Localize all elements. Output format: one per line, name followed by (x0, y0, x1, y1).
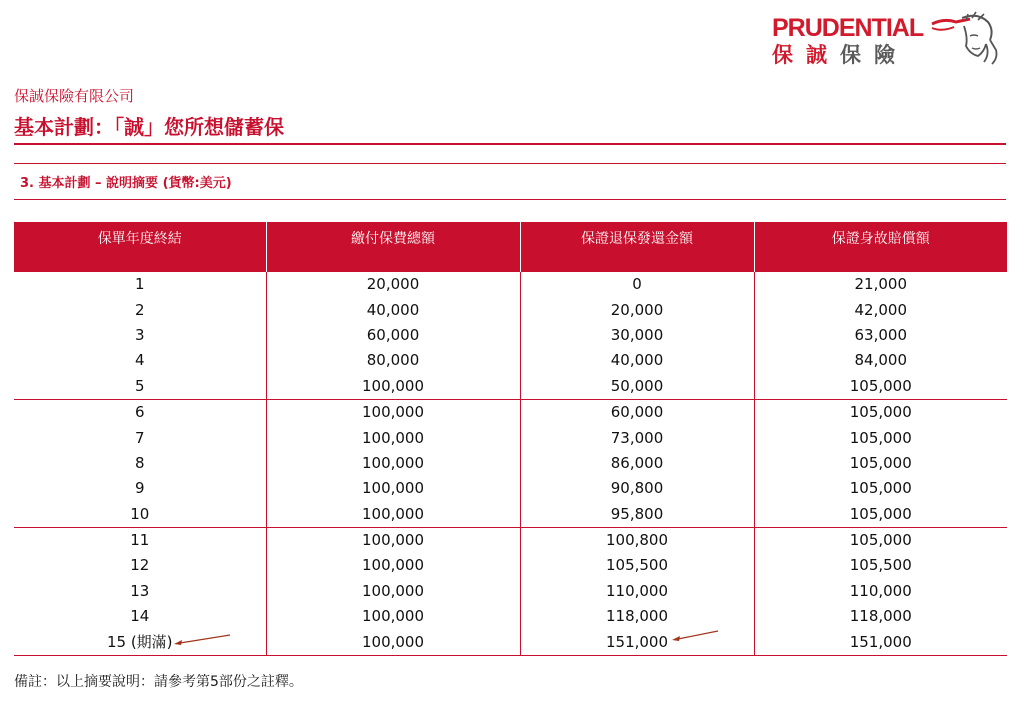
cell-premiums-paid: 100,000 (266, 604, 520, 629)
cell-death-benefit: 105,000 (754, 527, 1007, 553)
cell-policy-year: 14 (130, 607, 150, 626)
footnote: 備註：以上摘要說明：請參考第5部份之註釋。 (14, 674, 303, 690)
cell-policy-year: 6 (134, 403, 145, 422)
table-row (14, 348, 1007, 373)
cell-death-benefit: 84,000 (754, 348, 1007, 373)
cell-death-benefit: 105,000 (754, 451, 1007, 476)
cell-death-benefit: 151,000 (754, 629, 1007, 655)
cell-death-benefit: 105,500 (754, 553, 1007, 578)
cell-surrender-value: 40,000 (520, 348, 754, 373)
table-row (14, 399, 1007, 425)
annotation-arrow-right (670, 628, 722, 644)
cell-policy-year: 1 (134, 275, 145, 294)
cell-premiums-paid: 80,000 (266, 348, 520, 373)
header-policy-year-end: 保單年度終結 (14, 222, 266, 272)
logo-char: 險 (874, 43, 908, 67)
cell-premiums-paid: 40,000 (266, 297, 520, 322)
table-row (14, 579, 1007, 604)
cell-premiums-paid: 100,000 (266, 527, 520, 553)
cell-premiums-paid: 100,000 (266, 502, 520, 528)
table-row (14, 476, 1007, 501)
cell-premiums-paid: 100,000 (266, 374, 520, 400)
cell-death-benefit: 105,000 (754, 399, 1007, 425)
cell-death-benefit: 105,000 (754, 476, 1007, 501)
title-underline (14, 143, 1006, 145)
cell-surrender-value: 110,000 (520, 579, 754, 604)
table-row (14, 451, 1007, 476)
cell-premiums-paid: 100,000 (266, 553, 520, 578)
cell-surrender-value: 118,000 (520, 604, 754, 629)
logo-char: 保 (840, 43, 874, 67)
table-row (14, 323, 1007, 348)
cell-policy-year: 3 (134, 325, 145, 344)
cell-premiums-paid: 100,000 (266, 629, 520, 655)
table-row (14, 553, 1007, 578)
cell-policy-year: 7 (134, 428, 145, 447)
logo-chinese-name (772, 42, 908, 68)
cell-surrender-value: 0 (520, 272, 754, 297)
annotation-arrow-left (172, 632, 234, 648)
cell-premiums-paid: 100,000 (266, 425, 520, 450)
header-guaranteed-death-benefit: 保證身故賠償額 (754, 222, 1007, 272)
cell-policy-year: 12 (130, 556, 150, 575)
table-row (14, 502, 1007, 528)
cell-death-benefit: 110,000 (754, 579, 1007, 604)
cell-death-benefit: 42,000 (754, 297, 1007, 322)
table-row (14, 604, 1007, 629)
table-row (14, 527, 1007, 553)
header-guaranteed-surrender-value: 保證退保發還金額 (520, 222, 754, 272)
cell-premiums-paid: 60,000 (266, 323, 520, 348)
cell-premiums-paid: 100,000 (266, 579, 520, 604)
cell-death-benefit: 105,000 (754, 502, 1007, 528)
table-row (14, 297, 1007, 322)
cell-policy-year: 8 (134, 453, 145, 472)
logo-wordmark: PRUDENTIAL (772, 14, 924, 42)
company-name: 保誠保險有限公司 (14, 87, 135, 105)
cell-surrender-value: 100,800 (520, 527, 754, 553)
cell-policy-year: 13 (130, 581, 150, 600)
table-row (14, 272, 1007, 297)
cell-surrender-value: 20,000 (520, 297, 754, 322)
cell-premiums-paid: 100,000 (266, 476, 520, 501)
cell-surrender-value: 105,500 (520, 553, 754, 578)
logo-char: 保 (772, 43, 806, 67)
cell-death-benefit: 118,000 (754, 604, 1007, 629)
cell-death-benefit: 63,000 (754, 323, 1007, 348)
cell-policy-year: 9 (134, 479, 145, 498)
cell-surrender-value: 30,000 (520, 323, 754, 348)
cell-premiums-paid: 100,000 (266, 399, 520, 425)
table-row (14, 629, 1007, 655)
cell-surrender-value: 50,000 (520, 374, 754, 400)
logo-char: 誠 (806, 43, 840, 67)
cell-surrender-value: 151,000 (520, 629, 754, 655)
cell-surrender-value: 60,000 (520, 399, 754, 425)
cell-surrender-value: 73,000 (520, 425, 754, 450)
table-row (14, 374, 1007, 400)
section-title: 3. 基本計劃 – 說明摘要 (貨幣:美元) (20, 176, 232, 191)
divider (14, 163, 1006, 164)
cell-death-benefit: 105,000 (754, 374, 1007, 400)
prudence-head-icon (926, 10, 1000, 68)
cell-surrender-value: 90,800 (520, 476, 754, 501)
cell-premiums-paid: 20,000 (266, 272, 520, 297)
cell-policy-year: 10 (14, 502, 266, 528)
header-total-premiums-paid: 繳付保費總額 (266, 222, 520, 272)
prudential-logo (768, 10, 1000, 68)
cell-policy-year: 4 (134, 351, 145, 370)
cell-policy-year: 11 (130, 531, 150, 550)
illustration-summary-table (14, 222, 1007, 656)
table-header-row (14, 222, 1007, 272)
section-underline (14, 199, 1006, 200)
cell-policy-year: 5 (14, 374, 266, 400)
cell-policy-year: 15 (期滿) (14, 629, 266, 655)
table-row (14, 425, 1007, 450)
cell-premiums-paid: 100,000 (266, 451, 520, 476)
cell-death-benefit: 105,000 (754, 425, 1007, 450)
cell-policy-year: 2 (134, 300, 145, 319)
cell-surrender-value: 86,000 (520, 451, 754, 476)
plan-title: 基本計劃：「誠」您所想儲蓄保 (14, 115, 284, 139)
cell-surrender-value: 95,800 (520, 502, 754, 528)
cell-death-benefit: 21,000 (754, 272, 1007, 297)
